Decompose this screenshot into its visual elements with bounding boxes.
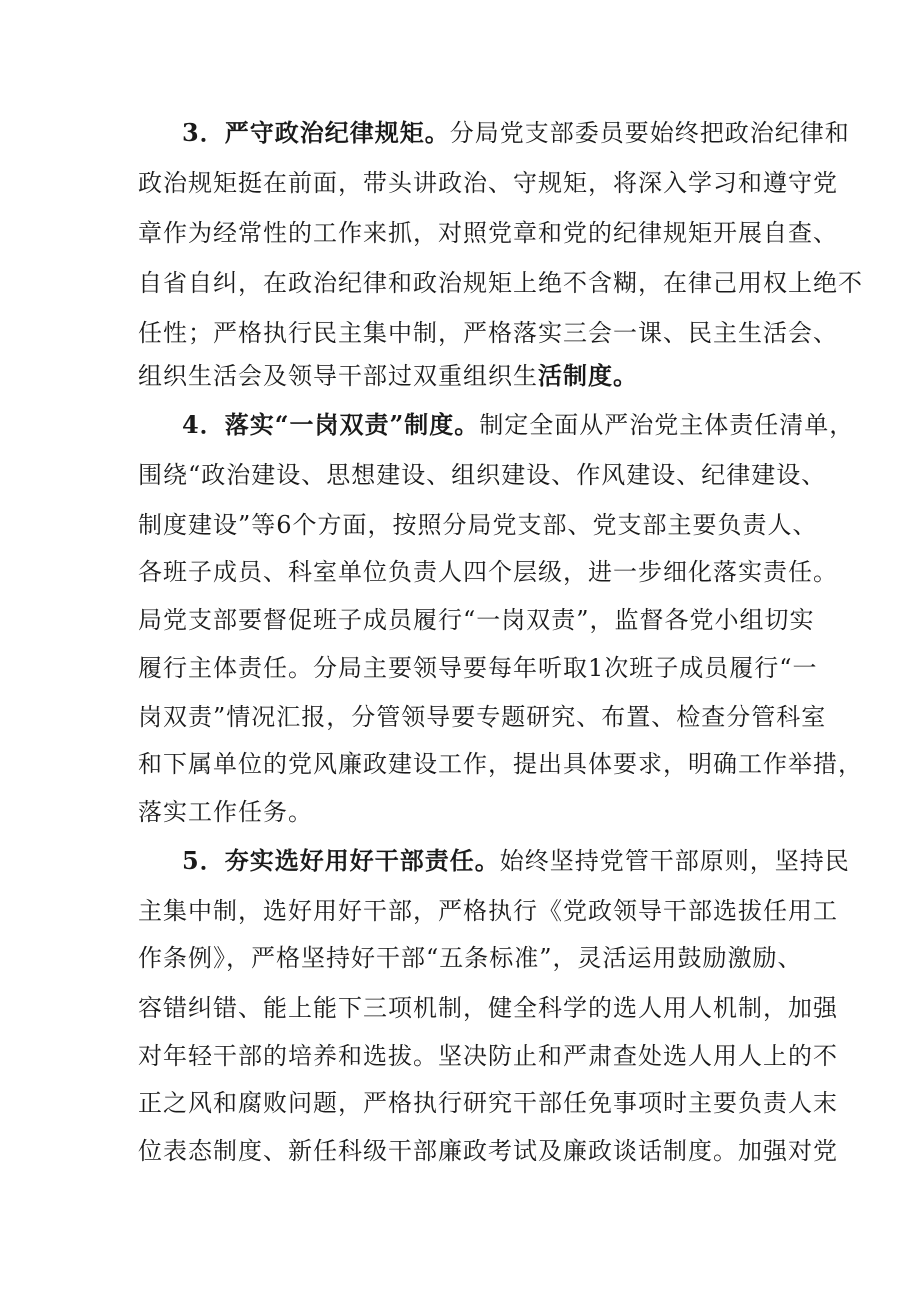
paragraph-3-heading: 3．严守政治纪律规矩。 (182, 118, 450, 147)
paragraph-4-text: 制定全面从严治党主体责任清单， (479, 411, 855, 439)
paragraph-3-line-6 (138, 356, 798, 396)
paragraph-3-last-text: 组织生活会及领导干部过双重组织生 (138, 362, 538, 390)
paragraph-4-line-9: 落实工作任务。 (138, 798, 313, 826)
paragraph-5-line-3: 作条例》，严格坚持好干部“五条标准”，灵活运用鼓励激励、 (138, 944, 803, 972)
paragraph-3-line-1 (182, 113, 850, 153)
paragraph-4-line-6: 履行主体责任。分局主要领导要每年听取1次班子成员履行“一 (138, 654, 818, 682)
paragraph-4-line-8: 和下属单位的党风廉政建设工作，提出具体要求，明确工作举措， (138, 750, 863, 778)
paragraph-3-line-5: 任性；严格执行民主集中制，严格落实三会一课、民主生活会、 (138, 319, 838, 347)
paragraph-4-line-5: 局党支部要督促班子成员履行“一岗双责”，监督各党小组切实 (138, 606, 815, 634)
paragraph-5-line-2: 主集中制，选好用好干部，严格执行《党政领导干部选拔任用工 (138, 897, 838, 925)
paragraph-5-text: 始终坚持党管干部原则，坚持民 (499, 847, 850, 875)
paragraph-4-line-1 (182, 405, 855, 445)
paragraph-5-line-1 (182, 841, 850, 881)
paragraph-4-line-4: 各班子成员、科室单位负责人四个层级，进一步细化落实责任。 (138, 558, 838, 586)
paragraph-4-line-2: 围绕“政治建设、思想建设、组织建设、作风建设、纪律建设、 (138, 461, 827, 489)
paragraph-3-line-3: 章作为经常性的工作来抓，对照党章和党的纪律规矩开展自查、 (138, 219, 838, 247)
paragraph-3-line-4: 自省自纠，在政治纪律和政治规矩上绝不含糊，在律己用权上绝不 (138, 269, 863, 297)
paragraph-4-heading: 4．落实“一岗双责”制度。 (182, 410, 480, 439)
paragraph-3-tail-bold: 活制度。 (538, 361, 638, 390)
paragraph-3-line-2: 政治规矩挺在前面，带头讲政治、守规矩，将深入学习和遵守党 (138, 169, 838, 197)
paragraph-5-line-5: 对年轻干部的培养和选拔。坚决防止和严肃查处选人用人上的不 (138, 1042, 838, 1070)
paragraph-4-line-3: 制度建设”等6个方面，按照分局党支部、党支部主要负责人、 (138, 511, 818, 539)
paragraph-5-line-6: 正之风和腐败问题，严格执行研究干部任免事项时主要负责人末 (138, 1089, 838, 1117)
paragraph-4-line-7: 岗双责”情况汇报，分管领导要专题研究、布置、检查分管科室 (138, 703, 827, 731)
paragraph-5-heading: 5．夯实选好用好干部责任。 (182, 846, 500, 875)
paragraph-5-line-7: 位表态制度、新任科级干部廉政考试及廉政谈话制度。加强对党 (138, 1137, 838, 1165)
paragraph-3-text: 分局党支部委员要始终把政治纪律和 (449, 119, 850, 147)
paragraph-5-line-4: 容错纠错、能上能下三项机制，健全科学的选人用人机制，加强 (138, 994, 838, 1022)
